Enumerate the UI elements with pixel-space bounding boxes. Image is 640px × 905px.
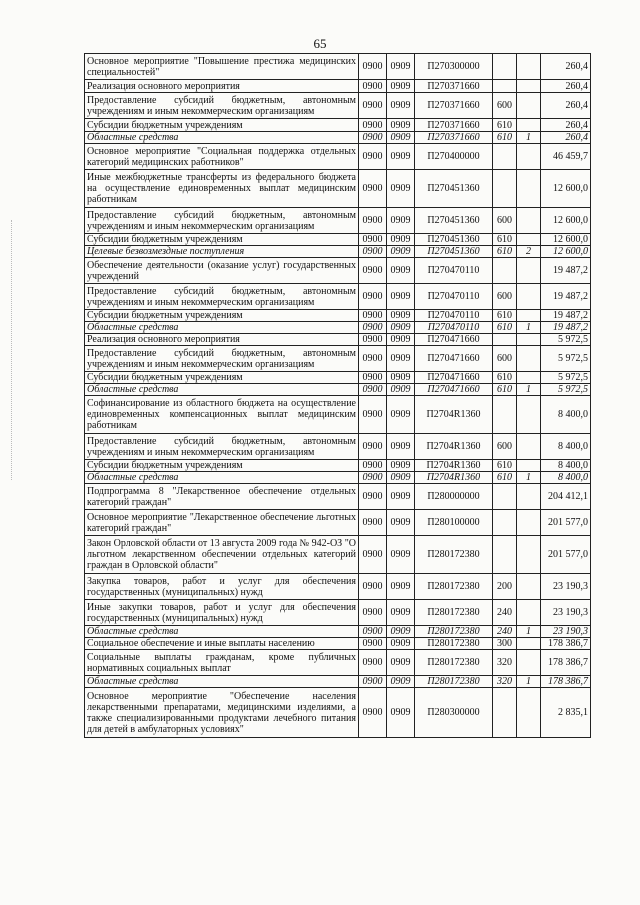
budget-table-body <box>85 54 591 738</box>
row-target-article-cell: П270471660 <box>415 372 493 384</box>
row-target-article-cell: П2704R1360 <box>415 396 493 434</box>
row-expense-type-cell: 200 <box>493 574 517 600</box>
row-target-article-cell: П270470110 <box>415 310 493 322</box>
row-target-article-cell: П270451360 <box>415 170 493 208</box>
row-funding-source-cell <box>517 688 541 738</box>
row-name-cell: Социальное обеспечение и иные выплаты населению <box>85 638 359 650</box>
row-expense-type-cell <box>493 688 517 738</box>
row-amount-cell: 5 972,5 <box>541 334 591 346</box>
row-funding-source-cell <box>517 334 541 346</box>
row-funding-source-cell <box>517 396 541 434</box>
row-target-article-cell: П280000000 <box>415 484 493 510</box>
row-funding-source-cell: 2 <box>517 246 541 258</box>
row-amount-cell: 12 600,0 <box>541 208 591 234</box>
row-funding-source-cell <box>517 460 541 472</box>
row-name-cell: Предоставление субсидий бюджетным, автономным учреждениям и иным некоммерческим организациям <box>85 284 359 310</box>
row-section-cell: 0900 <box>359 472 387 484</box>
row-subsection-cell: 0909 <box>387 472 415 484</box>
table-row <box>85 119 591 132</box>
row-subsection-cell: 0909 <box>387 144 415 170</box>
row-section-cell: 0900 <box>359 208 387 234</box>
row-name-cell: Софинансирование из областного бюджета на осуществление единовременных компенсационных выплат медицинским работникам <box>85 396 359 434</box>
row-amount-cell: 5 972,5 <box>541 372 591 384</box>
row-target-article-cell: П270471660 <box>415 384 493 396</box>
row-amount-cell: 23 190,3 <box>541 626 591 638</box>
row-expense-type-cell: 320 <box>493 676 517 688</box>
row-expense-type-cell: 240 <box>493 626 517 638</box>
row-funding-source-cell <box>517 650 541 676</box>
row-section-cell: 0900 <box>359 536 387 574</box>
row-target-article-cell: П270471660 <box>415 346 493 372</box>
row-section-cell: 0900 <box>359 80 387 93</box>
table-row <box>85 472 591 484</box>
row-subsection-cell: 0909 <box>387 384 415 396</box>
table-row <box>85 460 591 472</box>
row-amount-cell: 19 487,2 <box>541 322 591 334</box>
row-section-cell: 0900 <box>359 93 387 119</box>
row-subsection-cell: 0909 <box>387 510 415 536</box>
budget-table <box>84 53 591 738</box>
row-name-cell: Предоставление субсидий бюджетным, автономным учреждениям и иным некоммерческим организациям <box>85 434 359 460</box>
row-section-cell: 0900 <box>359 119 387 132</box>
row-expense-type-cell <box>493 510 517 536</box>
row-name-cell: Иные межбюджетные трансферты из федерального бюджета на осуществление единовременных выплат медицинским работникам <box>85 170 359 208</box>
row-expense-type-cell: 610 <box>493 132 517 144</box>
table-row <box>85 54 591 80</box>
row-subsection-cell: 0909 <box>387 638 415 650</box>
row-amount-cell: 178 386,7 <box>541 676 591 688</box>
row-section-cell: 0900 <box>359 676 387 688</box>
row-expense-type-cell: 610 <box>493 246 517 258</box>
row-target-article-cell: П280172380 <box>415 638 493 650</box>
row-subsection-cell: 0909 <box>387 434 415 460</box>
row-funding-source-cell <box>517 144 541 170</box>
row-subsection-cell: 0909 <box>387 310 415 322</box>
row-amount-cell: 2 835,1 <box>541 688 591 738</box>
row-target-article-cell: П270371660 <box>415 132 493 144</box>
row-amount-cell: 178 386,7 <box>541 650 591 676</box>
row-section-cell: 0900 <box>359 170 387 208</box>
table-row <box>85 484 591 510</box>
row-name-cell: Закон Орловской области от 13 августа 2009 года № 942-ОЗ "О льготном лекарственном обеспечении отдельных категорий граждан в Орловской области" <box>85 536 359 574</box>
row-expense-type-cell: 610 <box>493 119 517 132</box>
row-section-cell: 0900 <box>359 688 387 738</box>
row-subsection-cell: 0909 <box>387 54 415 80</box>
row-expense-type-cell: 610 <box>493 234 517 246</box>
row-funding-source-cell <box>517 310 541 322</box>
row-subsection-cell: 0909 <box>387 396 415 434</box>
row-expense-type-cell: 600 <box>493 346 517 372</box>
table-row <box>85 234 591 246</box>
row-funding-source-cell <box>517 574 541 600</box>
row-name-cell: Реализация основного мероприятия <box>85 80 359 93</box>
row-name-cell: Субсидии бюджетным учреждениям <box>85 119 359 132</box>
row-section-cell: 0900 <box>359 334 387 346</box>
row-expense-type-cell: 610 <box>493 310 517 322</box>
row-amount-cell: 260,4 <box>541 80 591 93</box>
row-expense-type-cell: 610 <box>493 322 517 334</box>
row-target-article-cell: П280172380 <box>415 600 493 626</box>
row-funding-source-cell: 1 <box>517 676 541 688</box>
row-subsection-cell: 0909 <box>387 132 415 144</box>
row-subsection-cell: 0909 <box>387 650 415 676</box>
row-target-article-cell: П270300000 <box>415 54 493 80</box>
row-subsection-cell: 0909 <box>387 284 415 310</box>
row-funding-source-cell <box>517 93 541 119</box>
row-amount-cell: 8 400,0 <box>541 460 591 472</box>
row-target-article-cell: П270371660 <box>415 93 493 119</box>
row-name-cell: Подпрограмма 8 "Лекарственное обеспечение отдельных категорий граждан" <box>85 484 359 510</box>
row-subsection-cell: 0909 <box>387 536 415 574</box>
row-name-cell: Областные средства <box>85 676 359 688</box>
row-funding-source-cell <box>517 510 541 536</box>
row-amount-cell: 8 400,0 <box>541 472 591 484</box>
row-target-article-cell: П270451360 <box>415 234 493 246</box>
row-amount-cell: 260,4 <box>541 93 591 119</box>
row-amount-cell: 178 386,7 <box>541 638 591 650</box>
row-name-cell: Реализация основного мероприятия <box>85 334 359 346</box>
table-row <box>85 144 591 170</box>
row-section-cell: 0900 <box>359 54 387 80</box>
row-target-article-cell: П2704R1360 <box>415 472 493 484</box>
row-funding-source-cell <box>517 234 541 246</box>
row-target-article-cell: П270470110 <box>415 322 493 334</box>
table-row <box>85 93 591 119</box>
row-expense-type-cell: 300 <box>493 638 517 650</box>
row-section-cell: 0900 <box>359 322 387 334</box>
row-funding-source-cell <box>517 54 541 80</box>
row-funding-source-cell <box>517 638 541 650</box>
row-expense-type-cell: 600 <box>493 208 517 234</box>
row-subsection-cell: 0909 <box>387 119 415 132</box>
row-amount-cell: 8 400,0 <box>541 434 591 460</box>
row-name-cell: Основное мероприятие "Социальная поддержка отдельных категорий медицинских работников" <box>85 144 359 170</box>
row-expense-type-cell <box>493 334 517 346</box>
table-row <box>85 434 591 460</box>
row-expense-type-cell: 610 <box>493 460 517 472</box>
row-target-article-cell: П280172380 <box>415 626 493 638</box>
row-amount-cell: 5 972,5 <box>541 384 591 396</box>
row-target-article-cell: П2704R1360 <box>415 434 493 460</box>
row-name-cell: Иные закупки товаров, работ и услуг для обеспечения государственных (муниципальных) нужд <box>85 600 359 626</box>
row-expense-type-cell: 610 <box>493 372 517 384</box>
table-row <box>85 246 591 258</box>
table-row <box>85 372 591 384</box>
row-expense-type-cell: 600 <box>493 93 517 119</box>
row-subsection-cell: 0909 <box>387 322 415 334</box>
table-row <box>85 638 591 650</box>
row-section-cell: 0900 <box>359 600 387 626</box>
table-row <box>85 600 591 626</box>
row-expense-type-cell <box>493 170 517 208</box>
row-section-cell: 0900 <box>359 384 387 396</box>
row-amount-cell: 23 190,3 <box>541 600 591 626</box>
row-target-article-cell: П280172380 <box>415 536 493 574</box>
row-section-cell: 0900 <box>359 460 387 472</box>
row-name-cell: Обеспечение деятельности (оказание услуг) государственных учреждений <box>85 258 359 284</box>
row-funding-source-cell <box>517 434 541 460</box>
row-name-cell: Областные средства <box>85 322 359 334</box>
row-funding-source-cell <box>517 484 541 510</box>
row-name-cell: Закупка товаров, работ и услуг для обеспечения государственных (муниципальных) нужд <box>85 574 359 600</box>
row-amount-cell: 5 972,5 <box>541 346 591 372</box>
row-amount-cell: 19 487,2 <box>541 258 591 284</box>
row-expense-type-cell <box>493 54 517 80</box>
row-target-article-cell: П280172380 <box>415 574 493 600</box>
row-name-cell: Субсидии бюджетным учреждениям <box>85 310 359 322</box>
scan-margin-mark <box>11 220 13 480</box>
row-target-article-cell: П270451360 <box>415 208 493 234</box>
row-expense-type-cell: 610 <box>493 384 517 396</box>
row-subsection-cell: 0909 <box>387 484 415 510</box>
row-funding-source-cell: 1 <box>517 384 541 396</box>
table-row <box>85 258 591 284</box>
row-section-cell: 0900 <box>359 484 387 510</box>
row-funding-source-cell <box>517 536 541 574</box>
row-funding-source-cell <box>517 600 541 626</box>
table-row <box>85 574 591 600</box>
row-section-cell: 0900 <box>359 310 387 322</box>
row-target-article-cell: П280172380 <box>415 676 493 688</box>
row-section-cell: 0900 <box>359 132 387 144</box>
table-row <box>85 310 591 322</box>
row-funding-source-cell <box>517 170 541 208</box>
row-name-cell: Субсидии бюджетным учреждениям <box>85 460 359 472</box>
row-subsection-cell: 0909 <box>387 234 415 246</box>
row-funding-source-cell: 1 <box>517 322 541 334</box>
row-section-cell: 0900 <box>359 258 387 284</box>
row-section-cell: 0900 <box>359 510 387 536</box>
row-subsection-cell: 0909 <box>387 258 415 284</box>
row-subsection-cell: 0909 <box>387 170 415 208</box>
row-target-article-cell: П2704R1360 <box>415 460 493 472</box>
row-target-article-cell: П270371660 <box>415 80 493 93</box>
row-amount-cell: 12 600,0 <box>541 170 591 208</box>
row-subsection-cell: 0909 <box>387 93 415 119</box>
row-subsection-cell: 0909 <box>387 626 415 638</box>
row-amount-cell: 12 600,0 <box>541 234 591 246</box>
table-row <box>85 346 591 372</box>
row-section-cell: 0900 <box>359 246 387 258</box>
row-expense-type-cell <box>493 258 517 284</box>
row-name-cell: Субсидии бюджетным учреждениям <box>85 372 359 384</box>
row-name-cell: Предоставление субсидий бюджетным, автономным учреждениям и иным некоммерческим организациям <box>85 93 359 119</box>
row-amount-cell: 12 600,0 <box>541 246 591 258</box>
row-expense-type-cell: 600 <box>493 434 517 460</box>
table-row <box>85 322 591 334</box>
row-subsection-cell: 0909 <box>387 246 415 258</box>
row-subsection-cell: 0909 <box>387 334 415 346</box>
row-funding-source-cell: 1 <box>517 132 541 144</box>
row-expense-type-cell <box>493 536 517 574</box>
row-target-article-cell: П280172380 <box>415 650 493 676</box>
row-target-article-cell: П270451360 <box>415 246 493 258</box>
row-name-cell: Областные средства <box>85 626 359 638</box>
row-amount-cell: 201 577,0 <box>541 510 591 536</box>
row-target-article-cell: П270400000 <box>415 144 493 170</box>
row-name-cell: Субсидии бюджетным учреждениям <box>85 234 359 246</box>
table-row <box>85 510 591 536</box>
row-expense-type-cell: 320 <box>493 650 517 676</box>
table-row <box>85 80 591 93</box>
table-row <box>85 676 591 688</box>
row-funding-source-cell <box>517 372 541 384</box>
row-section-cell: 0900 <box>359 284 387 310</box>
row-section-cell: 0900 <box>359 650 387 676</box>
row-expense-type-cell: 240 <box>493 600 517 626</box>
row-name-cell: Областные средства <box>85 384 359 396</box>
row-funding-source-cell <box>517 346 541 372</box>
row-subsection-cell: 0909 <box>387 372 415 384</box>
row-section-cell: 0900 <box>359 638 387 650</box>
table-row <box>85 688 591 738</box>
row-target-article-cell: П270471660 <box>415 334 493 346</box>
table-row <box>85 626 591 638</box>
table-row <box>85 384 591 396</box>
row-section-cell: 0900 <box>359 372 387 384</box>
table-row <box>85 208 591 234</box>
row-subsection-cell: 0909 <box>387 460 415 472</box>
row-subsection-cell: 0909 <box>387 600 415 626</box>
row-expense-type-cell <box>493 80 517 93</box>
row-amount-cell: 201 577,0 <box>541 536 591 574</box>
row-expense-type-cell <box>493 484 517 510</box>
row-subsection-cell: 0909 <box>387 688 415 738</box>
table-row <box>85 132 591 144</box>
row-target-article-cell: П280300000 <box>415 688 493 738</box>
row-target-article-cell: П270371660 <box>415 119 493 132</box>
row-section-cell: 0900 <box>359 346 387 372</box>
row-funding-source-cell <box>517 208 541 234</box>
table-row <box>85 170 591 208</box>
row-subsection-cell: 0909 <box>387 676 415 688</box>
row-amount-cell: 260,4 <box>541 119 591 132</box>
row-name-cell: Основное мероприятие "Обеспечение населения лекарственными препаратами, медицинскими изделиями, а также специализированными продуктами лечебного питания для детей в амбулаторных условиях" <box>85 688 359 738</box>
row-funding-source-cell: 1 <box>517 472 541 484</box>
row-section-cell: 0900 <box>359 626 387 638</box>
row-name-cell: Областные средства <box>85 132 359 144</box>
row-amount-cell: 204 412,1 <box>541 484 591 510</box>
row-name-cell: Основное мероприятие "Лекарственное обеспечение льготных категорий граждан" <box>85 510 359 536</box>
row-funding-source-cell: 1 <box>517 626 541 638</box>
row-name-cell: Областные средства <box>85 472 359 484</box>
row-amount-cell: 260,4 <box>541 54 591 80</box>
row-amount-cell: 19 487,2 <box>541 284 591 310</box>
row-amount-cell: 260,4 <box>541 132 591 144</box>
row-expense-type-cell <box>493 396 517 434</box>
row-name-cell: Социальные выплаты гражданам, кроме публичных нормативных социальных выплат <box>85 650 359 676</box>
row-expense-type-cell: 600 <box>493 284 517 310</box>
table-row <box>85 536 591 574</box>
row-funding-source-cell <box>517 258 541 284</box>
row-expense-type-cell: 610 <box>493 472 517 484</box>
table-row <box>85 334 591 346</box>
row-amount-cell: 46 459,7 <box>541 144 591 170</box>
row-subsection-cell: 0909 <box>387 574 415 600</box>
row-subsection-cell: 0909 <box>387 208 415 234</box>
row-section-cell: 0900 <box>359 434 387 460</box>
row-amount-cell: 23 190,3 <box>541 574 591 600</box>
row-amount-cell: 19 487,2 <box>541 310 591 322</box>
row-target-article-cell: П280100000 <box>415 510 493 536</box>
row-section-cell: 0900 <box>359 144 387 170</box>
row-expense-type-cell <box>493 144 517 170</box>
row-amount-cell: 8 400,0 <box>541 396 591 434</box>
row-section-cell: 0900 <box>359 396 387 434</box>
row-target-article-cell: П270470110 <box>415 258 493 284</box>
row-funding-source-cell <box>517 284 541 310</box>
row-section-cell: 0900 <box>359 234 387 246</box>
row-subsection-cell: 0909 <box>387 80 415 93</box>
row-name-cell: Предоставление субсидий бюджетным, автономным учреждениям и иным некоммерческим организациям <box>85 208 359 234</box>
row-name-cell: Целевые безвозмездные поступления <box>85 246 359 258</box>
row-funding-source-cell <box>517 80 541 93</box>
row-name-cell: Предоставление субсидий бюджетным, автономным учреждениям и иным некоммерческим организациям <box>85 346 359 372</box>
table-row <box>85 650 591 676</box>
page-number: 65 <box>313 36 327 51</box>
row-subsection-cell: 0909 <box>387 346 415 372</box>
row-target-article-cell: П270470110 <box>415 284 493 310</box>
row-name-cell: Основное мероприятие "Повышение престижа медицинских специальностей" <box>85 54 359 80</box>
row-funding-source-cell <box>517 119 541 132</box>
table-row <box>85 284 591 310</box>
table-row <box>85 396 591 434</box>
row-section-cell: 0900 <box>359 574 387 600</box>
